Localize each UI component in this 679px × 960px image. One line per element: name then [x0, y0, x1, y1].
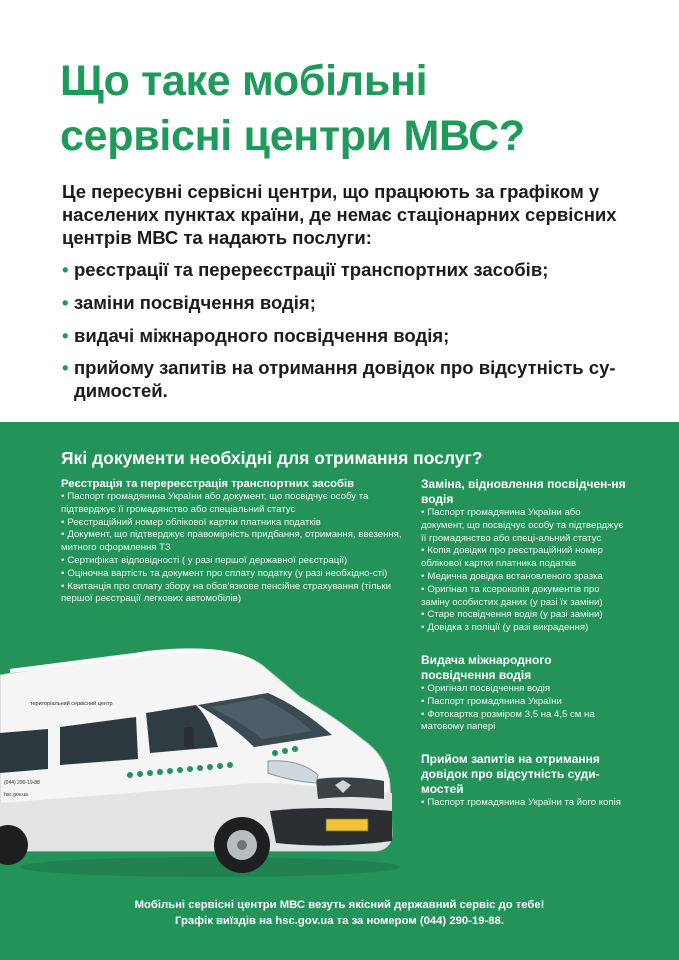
service-item-text: заміни посвідчення водія;: [74, 292, 316, 313]
service-item: [62, 291, 637, 314]
list-item: • Квитанція про сплату збору на обов'язкове пенсійне страхування (тільки першої реєстрації легкових автомобілів): [61, 580, 391, 605]
international-license-block: [421, 653, 626, 734]
list-item-text: Старе посвідчення водія (у разі заміни): [427, 609, 603, 621]
service-item: [62, 356, 637, 402]
license-replacement-block: [421, 477, 626, 635]
international-license-heading: Видача міжнародного посвідчення водія: [421, 652, 552, 682]
van-site-text: hsc.gov.ua: [4, 792, 28, 798]
services-list: [62, 258, 637, 412]
van-mirror: [184, 727, 194, 749]
title-line-2: сервісні центри МВС?: [60, 112, 525, 160]
list-item-text: Фотокартка розміром 3,5 на 4,5 см на матовому папері: [421, 708, 595, 733]
registration-list: [61, 491, 406, 606]
van-shadow: [20, 857, 400, 877]
list-item: • Паспорт громадянина України та його копія: [421, 797, 621, 809]
footer-line-2: Графік виїздів на hsc.gov.ua та за номером (044) 290-19-88.: [175, 915, 504, 927]
list-item-text: Документ, що підтверджує правомірність придбання, отримання, ввезення, митного оформлення ТЗ: [61, 529, 402, 554]
list-item: • Старе посвідчення водія (у разі заміни): [421, 609, 603, 621]
van-rear-window: [0, 729, 48, 773]
intro-paragraph: Це пересувні сервісні центри, що працюють за графіком у населених пунктах країни, де немає стаціонарних сервісних центрів МВС та надають послуги:: [62, 181, 617, 248]
bullet-dot-icon: •: [62, 292, 69, 313]
list-item: • Сертифікат відповідності ( у разі першої державної реєстрації): [61, 554, 348, 566]
list-item-text: Оригінал посвідчення водія: [427, 682, 551, 694]
service-item-text: реєстрації та перереєстрації транспортних засобів;: [74, 259, 549, 280]
service-item-text: прийому запитів на отримання довідок про відсутність су-димостей.: [74, 357, 616, 401]
van-side-text: територіальний сервісний центр: [30, 701, 113, 707]
criminal-record-heading: Прийом запитів на отримання довідок про відсутність суди-мостей: [421, 752, 600, 797]
documents-left-column: [61, 477, 406, 606]
registration-block: [61, 477, 406, 606]
bullet-dot-icon: •: [62, 357, 69, 378]
documents-right-column: [421, 477, 626, 810]
list-item: • Паспорт громадянина України: [421, 695, 562, 707]
criminal-record-list: [421, 797, 626, 810]
bullet-dot-icon: •: [62, 259, 69, 280]
list-item-text: Медична довідка встановленого зразка: [427, 570, 603, 582]
list-item: • Оригінал та ксерокопія документів про заміну особистих даних (у разі їх заміни): [421, 583, 603, 608]
service-item-text: видачі міжнародного посвідчення водія;: [74, 325, 450, 346]
documents-title: Які документи необхідні для отримання послуг?: [61, 448, 483, 468]
list-item-text: Копія довідки про реєстраційний номер облікової картки платника податків: [421, 545, 603, 570]
registration-heading: Реєстрація та перереєстрація транспортних засобів: [61, 478, 355, 490]
list-item: • Довідка з поліції (у разі викрадення): [421, 622, 589, 634]
list-item-text: Реєстраційний номер облікової картки платника податків: [67, 516, 321, 528]
van-front-hub: [237, 840, 247, 850]
list-item-text: Паспорт громадянина України або документ, що посвідчує особу та підтверджує її громадянство або спеціальний статус: [61, 491, 369, 515]
page-title: [60, 54, 660, 164]
license-replacement-heading: Заміна, відновлення посвідчен-ня водія: [421, 477, 626, 506]
list-item-text: Квитанція про сплату збору на обов'язкове пенсійне страхування (тільки першої реєстрації легкових автомобілів): [61, 580, 391, 605]
footer-line-1: Мобільні сервісні центри МВС везуть якісний державний сервіс до тебе!: [134, 899, 545, 911]
van-license-plate: [326, 819, 368, 831]
intro-section: [0, 0, 679, 422]
footer-text: [0, 897, 679, 929]
van-illustration: [0, 635, 400, 885]
list-item: • Паспорт громадянина України або документ, що посвідчує особу та підтверджує її громадянство або спеці-альний статус: [421, 507, 624, 544]
list-item: • Документ, що підтверджує правомірність придбання, отримання, ввезення, митного оформлення ТЗ: [61, 529, 402, 554]
list-item: • Оціночна вартість та документ про сплату податку (у разі необхідно-сті): [61, 567, 388, 579]
bullet-dot-icon: •: [62, 325, 69, 346]
service-item: [62, 324, 637, 347]
list-item-text: Оригінал та ксерокопія документів про заміну особистих даних (у разі їх заміни): [421, 583, 603, 608]
documents-section: [0, 422, 679, 960]
list-item: • Фотокартка розміром 3,5 на 4,5 см на матовому папері: [421, 708, 595, 733]
list-item-text: Паспорт громадянина України або документ, що посвідчує особу та підтверджує її громадянство або спеці-альний статус: [421, 507, 624, 544]
list-item: • Паспорт громадянина України або документ, що посвідчує особу та підтверджує її громадянство або спеціальний статус: [61, 491, 369, 515]
list-item: • Копія довідки про реєстраційний номер облікової картки платника податків: [421, 545, 603, 570]
list-item: • Оригінал посвідчення водія: [421, 682, 551, 694]
van-grille: [316, 777, 384, 799]
title-line-1: Що таке мобільні: [60, 57, 428, 105]
list-item-text: Довідка з поліції (у разі викрадення): [427, 622, 589, 634]
list-item-text: Паспорт громадянина України та його копія: [427, 797, 621, 809]
list-item: • Медична довідка встановленого зразка: [421, 570, 603, 582]
international-license-list: [421, 683, 626, 734]
list-item-text: Сертифікат відповідності ( у разі першої державної реєстрації): [67, 554, 348, 566]
service-item: [62, 258, 637, 281]
list-item-text: Оціночна вартість та документ про сплату податку (у разі необхідно-сті): [67, 567, 388, 579]
list-item: • Реєстраційний номер облікової картки платника податків: [61, 516, 321, 528]
criminal-record-block: [421, 752, 626, 810]
license-replacement-list: [421, 507, 626, 635]
van-phone-text: (044) 290-19-88: [4, 780, 40, 786]
list-item-text: Паспорт громадянина України: [427, 695, 562, 707]
